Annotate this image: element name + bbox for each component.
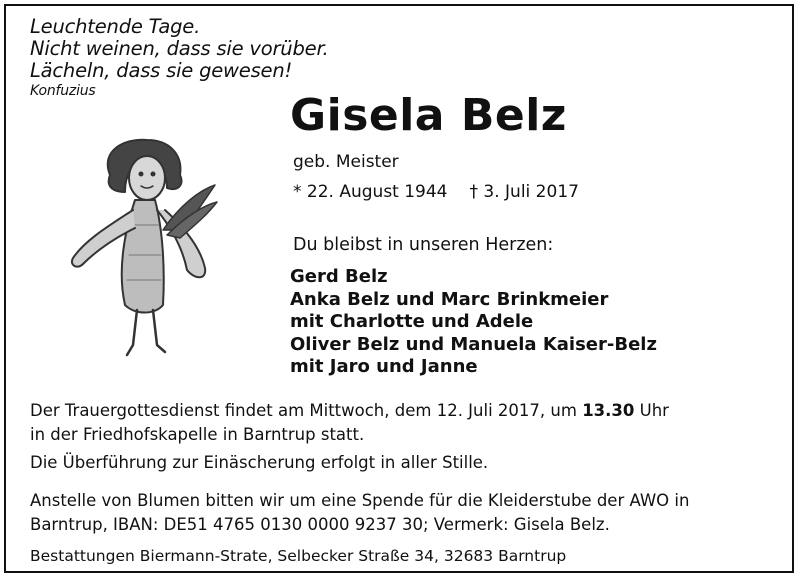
angel-drawing-illustration: [55, 130, 255, 380]
donation-line: Anstelle von Blumen bitten wir um eine Spende für die Kleiderstube der AWO in: [30, 491, 690, 510]
service-location: in der Friedhofskapelle in Barntrup statt.: [30, 425, 365, 444]
undertaker-info: Bestattungen Biermann-Strate, Selbecker Straße 34, 32683 Barntrup: [30, 547, 567, 565]
quote-block: [30, 16, 328, 100]
birth-date: * 22. August 1944: [293, 182, 448, 202]
death-date: † 3. Juli 2017: [469, 182, 579, 202]
dedication-line: Du bleibst in unseren Herzen:: [293, 235, 554, 255]
quote-author: Konfuzius: [30, 83, 96, 99]
maiden-name: geb. Meister: [293, 152, 399, 172]
family-member: mit Charlotte und Adele: [290, 311, 534, 332]
quote-line: Leuchtende Tage.: [30, 15, 201, 38]
family-member: Anka Belz und Marc Brinkmeier: [290, 288, 609, 310]
family-member: mit Jaro und Janne: [290, 356, 478, 377]
deceased-name: Gisela Belz: [290, 90, 567, 141]
donation-line: Barntrup, IBAN: DE51 4765 0130 0000 9237 30; Vermerk: Gisela Belz.: [30, 515, 610, 534]
donation-info: [30, 489, 689, 537]
quote-line: Nicht weinen, dass sie vorüber.: [30, 37, 329, 60]
service-time: 13.30: [582, 401, 635, 420]
life-dates: [293, 182, 579, 202]
family-member: Oliver Belz und Manuela Kaiser-Belz: [290, 333, 657, 355]
family-member: Gerd Belz: [290, 266, 388, 287]
family-list: [290, 266, 657, 379]
quote-line: Lächeln, dass sie gewesen!: [30, 59, 293, 82]
transfer-info: Die Überführung zur Einäscherung erfolgt in aller Stille.: [30, 453, 489, 472]
service-text-end: Uhr: [634, 401, 669, 420]
service-info: [30, 399, 669, 447]
service-text: Der Trauergottesdienst findet am Mittwoch, dem 12. Juli 2017, um: [30, 401, 583, 420]
